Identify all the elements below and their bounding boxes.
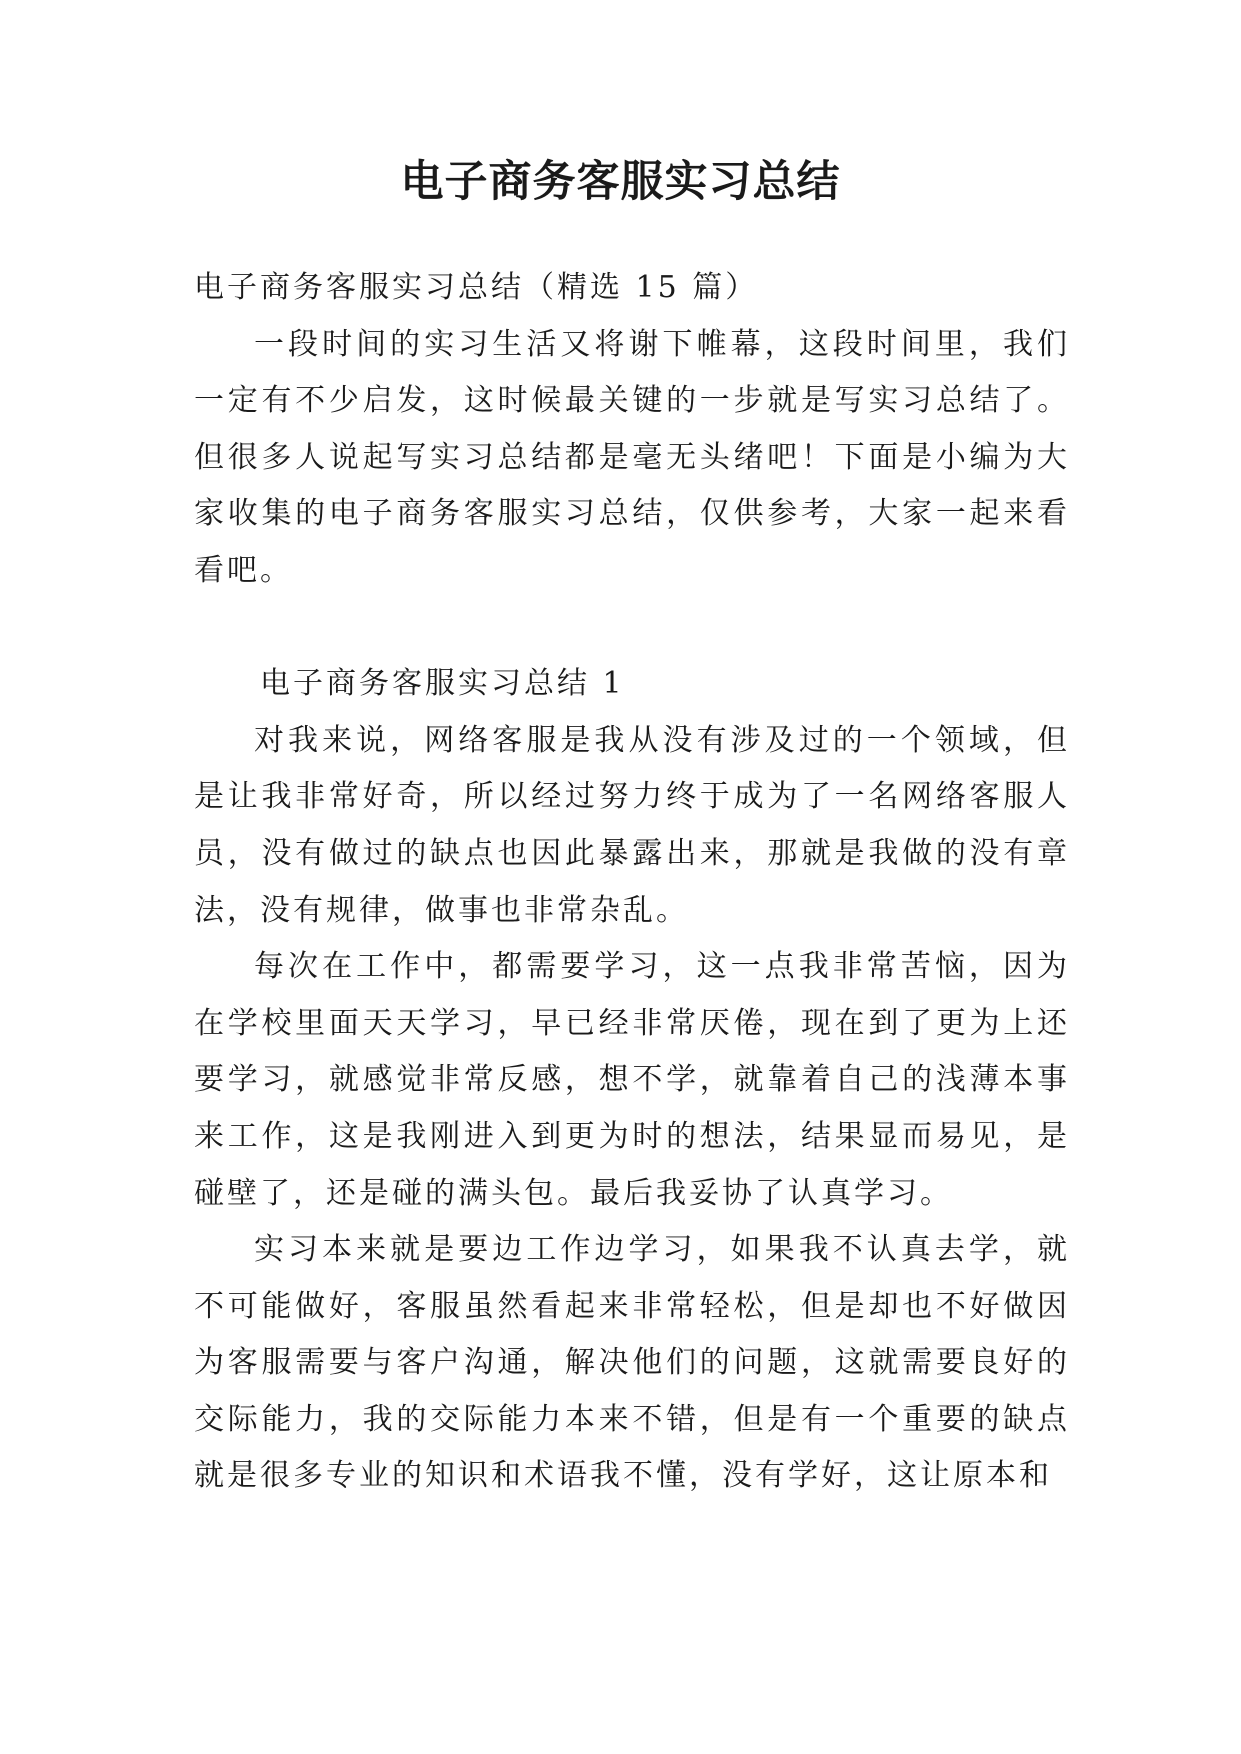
document-title: 电子商务客服实习总结 [400,157,841,207]
body-paragraph: 每次在工作中，都需要学习，这一点我非常苦恼，因为在学校里面天天学习，早已经非常厌倦，现在到了更为上还要学习，就感觉非常反感，想不学，就靠着自己的浅薄本事来工作，这是我刚进入到更为时的想法，结果显而易见，是碰壁了，还是碰的满头包。最后我妥协了认真学习。 [194,949,1070,1211]
section-heading: 电子商务客服实习总结 1 [260,666,625,702]
body-paragraph: 实习本来就是要边工作边学习，如果我不认真去学，就不可能做好，客服虽然看起来非常轻松，但是却也不好做因为客服需要与客户沟通，解决他们的问题，这就需要良好的交际能力，我的交际能力本来不错，但是有一个重要的缺点就是很多专业的知识和术语我不懂，没有学好，这让原本和 [194,1232,1070,1494]
document-subtitle: 电子商务客服实习总结（精选 15 篇） [194,270,759,305]
document-body [194,260,1070,1505]
section-spacer [194,600,1070,657]
intro-paragraph: 一段时间的实习生活又将谢下帷幕，这段时间里，我们一定有不少启发，这时候最关键的一步就是写实习总结了。但很多人说起写实习总结都是毫无头绪吧！下面是小编为大家收集的电子商务客服实习总结，仅供参考，大家一起来看看吧。 [194,326,1070,588]
body-paragraph: 对我来说，网络客服是我从没有涉及过的一个领域，但是让我非常好奇，所以经过努力终于成为了一名网络客服人员，没有做过的缺点也因此暴露出来，那就是我做的没有章法，没有规律，做事也非常杂乱。 [194,722,1070,928]
